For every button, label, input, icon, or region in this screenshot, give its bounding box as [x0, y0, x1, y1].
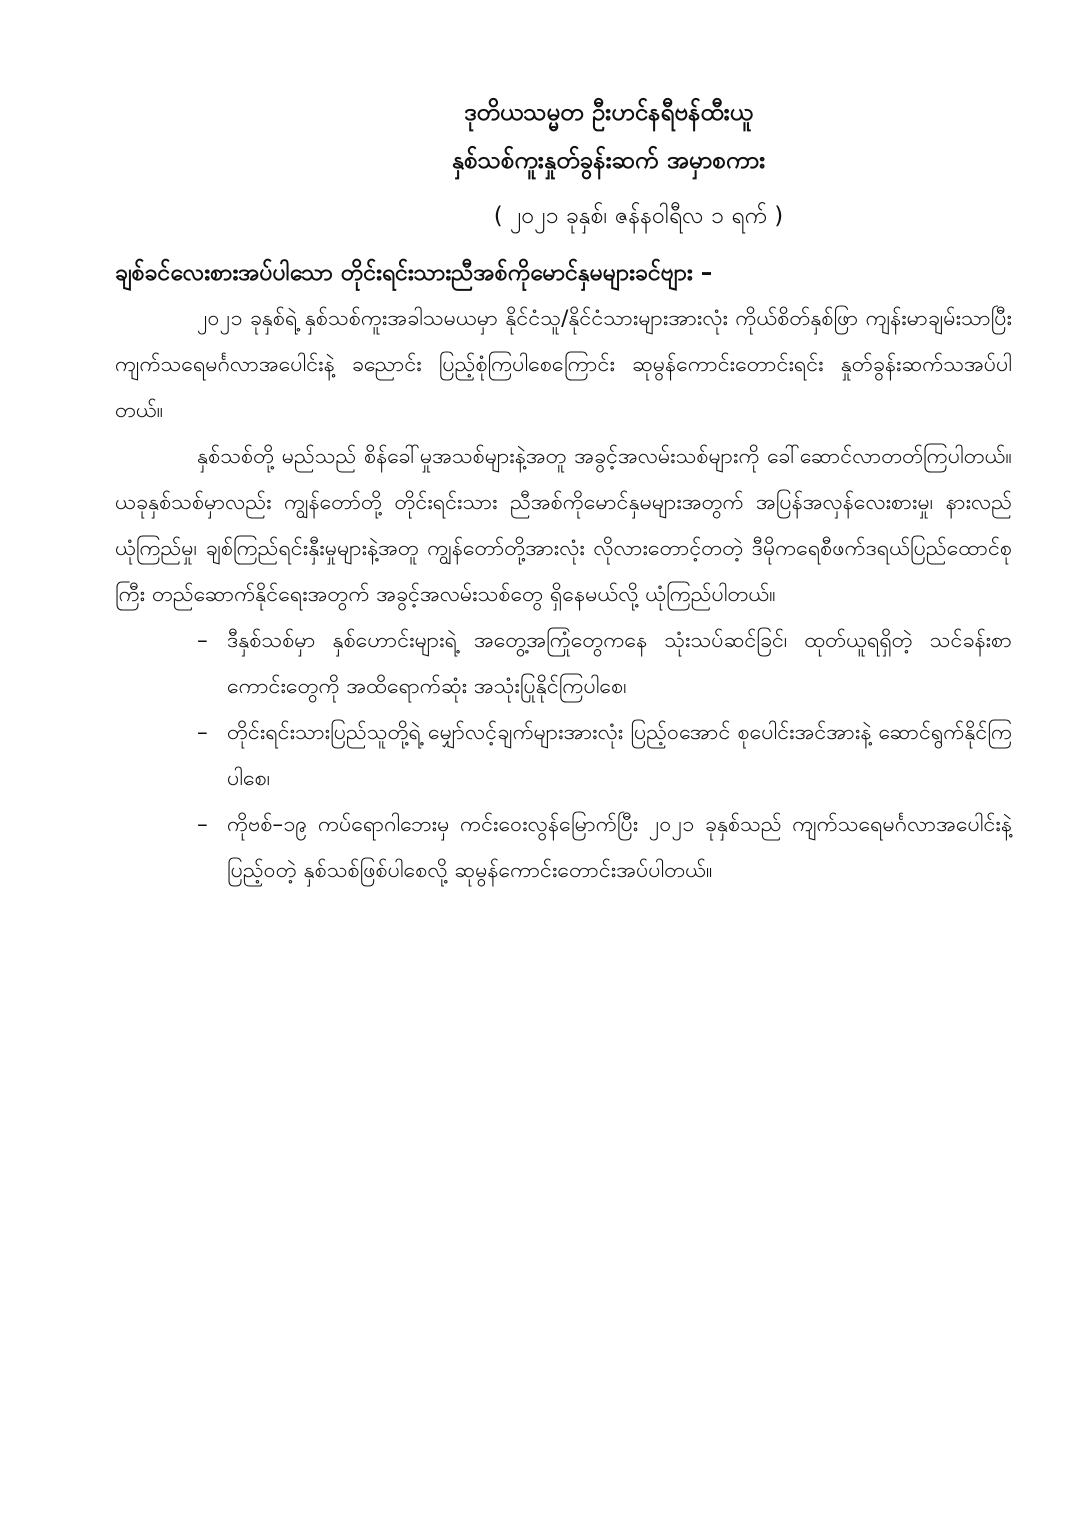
list-item: [197, 802, 1012, 894]
document-title-line-1: ဒုတိယသမ္မတ ဦးဟင်နရီဗန်ထီးယူ: [464, 98, 753, 126]
list-item-text: ဒီနှစ်သစ်မှာ နှစ်ဟောင်းများရဲ့ အတွေ့အကြုံတွေကနေ သုံးသပ်ဆင်ခြင်၊ ထုတ်ယူရရှိတဲ့ သင်ခန်းစာကောင်းတွေကို အထိရောက်ဆုံး အသုံးပြုနိုင်ကြပါစေ၊: [227, 628, 1012, 699]
bullet-dash: –: [197, 720, 208, 745]
document-title-line-2: နှစ်သစ်ကူးနှုတ်ခွန်းဆက် အမှာစကား: [451, 146, 766, 174]
list-item-text: တိုင်းရင်းသားပြည်သူတို့ရဲ့ မျှော်လင့်ချက်များအားလုံး ပြည့်ဝအောင် စုပေါင်းအင်အားနဲ့ ဆောင်ရွက်နိုင်ကြပါစေ၊: [227, 720, 1012, 791]
list-item: [197, 618, 1012, 710]
document-date: ( ၂၀၂၁ ခုနှစ်၊ ဇန်နဝါရီလ ၁ ရက် ): [493, 203, 784, 229]
wishes-list: [115, 618, 1012, 894]
paragraph-1: ၂၀၂၁ ခုနှစ်ရဲ့ နှစ်သစ်ကူးအခါသမယမှာ နိုင်ငံသူ/နိုင်ငံသားများအားလုံး ကိုယ်စိတ်နှစ်ဖြာ ကျန်းမာချမ်းသာပြီး ကျက်သရေမင်္ဂလာအပေါင်းနဲ့ ခညောင်း ပြည့်စုံကြပါစေကြောင်း ဆုမွန်ကောင်းတောင်းရင်း နှုတ်ခွန်းဆက်သအပ်ပါတယ်။: [115, 306, 1012, 423]
paragraph-2: နှစ်သစ်တို့ မည်သည် စိန်ခေါ်မှုအသစ်များနဲ့အတူ အခွင့်အလမ်းသစ်များကို ခေါ်ဆောင်လာတတ်ကြပါတယ်။ ယခုနှစ်သစ်မှာလည်း ကျွန်တော်တို့ တိုင်းရင်းသား ညီအစ်ကိုမောင်နှမများအတွက် အပြန်အလှန်လေးစားမှု၊ နားလည်ယုံကြည်မှု၊ ချစ်ကြည်ရင်းနှီးမှုများနဲ့အတူ ကျွန်တော်တို့အားလုံး လိုလားတောင့်တတဲ့ ဒီမိုကရေစီဖက်ဒရယ်ပြည်ထောင်စုကြီး တည်ဆောက်နိုင်ရေးအတွက် အခွင့်အလမ်းသစ်တွေ ရှိနေမယ်လို့ ယုံကြည်ပါတယ်။: [115, 444, 1012, 607]
bullet-dash: –: [197, 628, 208, 653]
list-item: [197, 710, 1012, 802]
list-item-text: ကိုဗစ်–၁၉ ကပ်ရောဂါဘေးမှ ကင်းဝေးလွန်မြောက်ပြီး ၂၀၂၁ ခုနှစ်သည် ကျက်သရေမင်္ဂလာအပေါင်းနဲ့ ပြည့်ဝတဲ့ နှစ်သစ်ဖြစ်ပါစေလို့ ဆုမွန်ကောင်းတောင်းအပ်ပါတယ်။: [227, 812, 1012, 883]
greeting: ချစ်ခင်လေးစားအပ်ပါသော တိုင်းရင်းသားညီအစ်ကိုမောင်နှမများခင်ဗျား –: [115, 260, 713, 286]
bullet-dash: –: [197, 812, 208, 837]
